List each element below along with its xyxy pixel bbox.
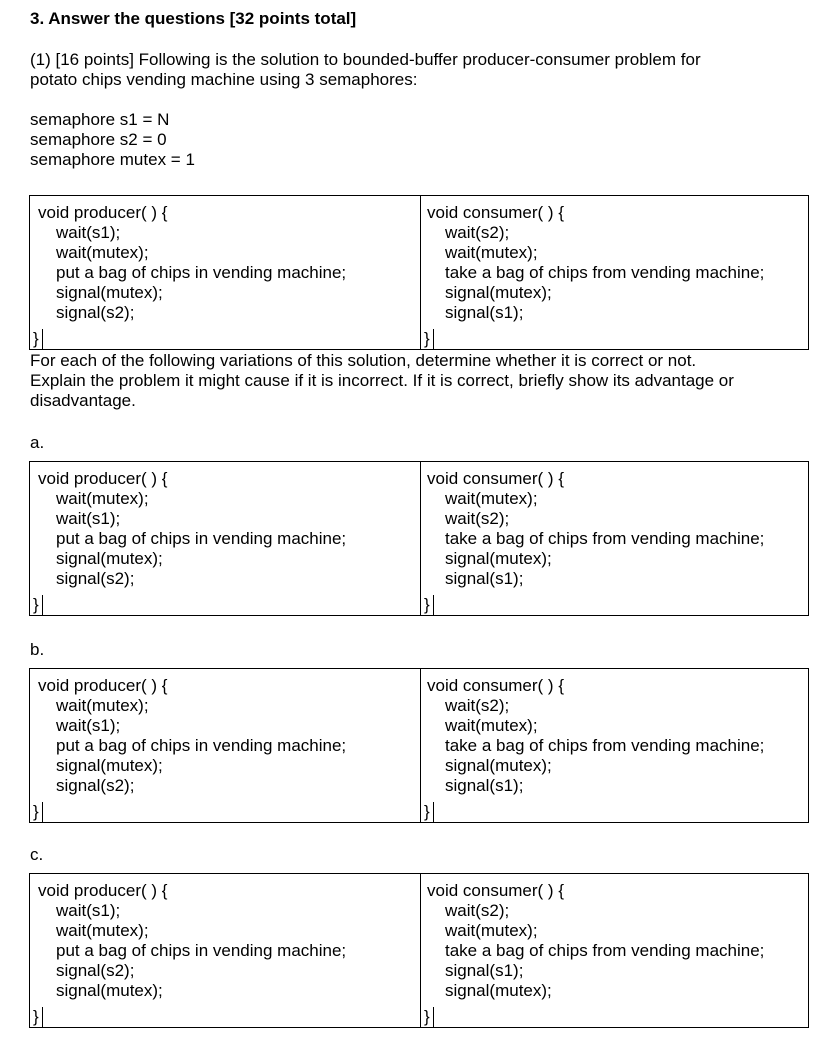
producer-header: void producer( ) { xyxy=(38,881,168,900)
consumer-line: signal(mutex); xyxy=(445,283,552,302)
producer-line: signal(mutex); xyxy=(56,756,163,775)
consumer-column xyxy=(420,669,810,822)
consumer-line: wait(s2); xyxy=(445,509,510,528)
semaphore-declarations xyxy=(30,110,195,170)
producer-line: wait(s1); xyxy=(56,509,121,528)
consumer-line: signal(s1); xyxy=(445,303,524,322)
variation-label-a: a. xyxy=(30,433,45,452)
producer-close-brace: } xyxy=(30,1007,43,1027)
producer-column xyxy=(30,669,420,822)
producer-line: wait(mutex); xyxy=(56,921,149,940)
instruction-line: For each of the following variations of this solution, determine whether it is correct or not. xyxy=(30,351,697,370)
consumer-line: signal(mutex); xyxy=(445,549,552,568)
consumer-header: void consumer( ) { xyxy=(427,203,564,222)
producer-header: void producer( ) { xyxy=(38,203,168,222)
semaphore-mutex: semaphore mutex = 1 xyxy=(30,150,195,169)
consumer-line: wait(s2); xyxy=(445,696,510,715)
producer-line: put a bag of chips in vending machine; xyxy=(56,263,347,282)
consumer-column xyxy=(420,874,810,1027)
instruction-line: disadvantage. xyxy=(30,391,136,410)
code-block-c xyxy=(29,873,809,1028)
consumer-column xyxy=(420,462,810,615)
consumer-line: take a bag of chips from vending machine; xyxy=(445,263,765,282)
code-block-a xyxy=(29,461,809,616)
intro-line: potato chips vending machine using 3 semaphores: xyxy=(30,70,418,89)
consumer-header: void consumer( ) { xyxy=(427,469,564,488)
consumer-line: signal(mutex); xyxy=(445,756,552,775)
producer-close-brace: } xyxy=(30,329,43,349)
consumer-line: wait(mutex); xyxy=(445,489,538,508)
producer-line: put a bag of chips in vending machine; xyxy=(56,941,347,960)
variation-label-b: b. xyxy=(30,640,45,659)
instruction-line: Explain the problem it might cause if it is incorrect. If it is correct, briefly show its advantage or xyxy=(30,371,734,390)
code-block-original xyxy=(29,195,809,350)
producer-line: wait(s1); xyxy=(56,901,121,920)
consumer-close-brace: } xyxy=(421,1007,434,1027)
intro-line: (1) [16 points] Following is the solution to bounded-buffer producer-consumer problem for xyxy=(30,50,701,69)
semaphore-s2: semaphore s2 = 0 xyxy=(30,130,167,149)
consumer-close-brace: } xyxy=(421,802,434,822)
consumer-close-brace: } xyxy=(421,329,434,349)
producer-line: signal(mutex); xyxy=(56,283,163,302)
producer-header: void producer( ) { xyxy=(38,469,168,488)
producer-line: signal(s2); xyxy=(56,776,135,795)
intro-paragraph xyxy=(30,50,701,90)
producer-column xyxy=(30,196,420,349)
consumer-line: wait(s2); xyxy=(445,223,510,242)
consumer-close-brace: } xyxy=(421,595,434,615)
consumer-line: signal(s1); xyxy=(445,961,524,980)
producer-line: signal(s2); xyxy=(56,303,135,322)
producer-header: void producer( ) { xyxy=(38,676,168,695)
producer-line: put a bag of chips in vending machine; xyxy=(56,529,347,548)
producer-line: signal(mutex); xyxy=(56,981,163,1000)
consumer-header: void consumer( ) { xyxy=(427,676,564,695)
consumer-line: signal(s1); xyxy=(445,776,524,795)
producer-line: wait(mutex); xyxy=(56,489,149,508)
producer-line: signal(s2); xyxy=(56,569,135,588)
consumer-line: signal(s1); xyxy=(445,569,524,588)
variation-label-c: c. xyxy=(30,845,44,864)
producer-line: put a bag of chips in vending machine; xyxy=(56,736,347,755)
producer-line: wait(mutex); xyxy=(56,243,149,262)
code-block-b xyxy=(29,668,809,823)
producer-line: wait(s1); xyxy=(56,223,121,242)
producer-line: signal(s2); xyxy=(56,961,135,980)
producer-column xyxy=(30,874,420,1027)
producer-line: signal(mutex); xyxy=(56,549,163,568)
producer-close-brace: } xyxy=(30,802,43,822)
consumer-line: wait(mutex); xyxy=(445,716,538,735)
semaphore-s1: semaphore s1 = N xyxy=(30,110,170,129)
consumer-line: take a bag of chips from vending machine; xyxy=(445,736,765,755)
consumer-line: signal(mutex); xyxy=(445,981,552,1000)
consumer-column xyxy=(420,196,810,349)
question-heading: 3. Answer the questions [32 points total] xyxy=(30,9,357,28)
consumer-line: take a bag of chips from vending machine; xyxy=(445,529,765,548)
producer-line: wait(mutex); xyxy=(56,696,149,715)
producer-line: wait(s1); xyxy=(56,716,121,735)
consumer-line: wait(mutex); xyxy=(445,921,538,940)
instructions-paragraph xyxy=(30,351,734,411)
consumer-line: take a bag of chips from vending machine; xyxy=(445,941,765,960)
consumer-line: wait(s2); xyxy=(445,901,510,920)
consumer-header: void consumer( ) { xyxy=(427,881,564,900)
producer-close-brace: } xyxy=(30,595,43,615)
consumer-line: wait(mutex); xyxy=(445,243,538,262)
producer-column xyxy=(30,462,420,615)
